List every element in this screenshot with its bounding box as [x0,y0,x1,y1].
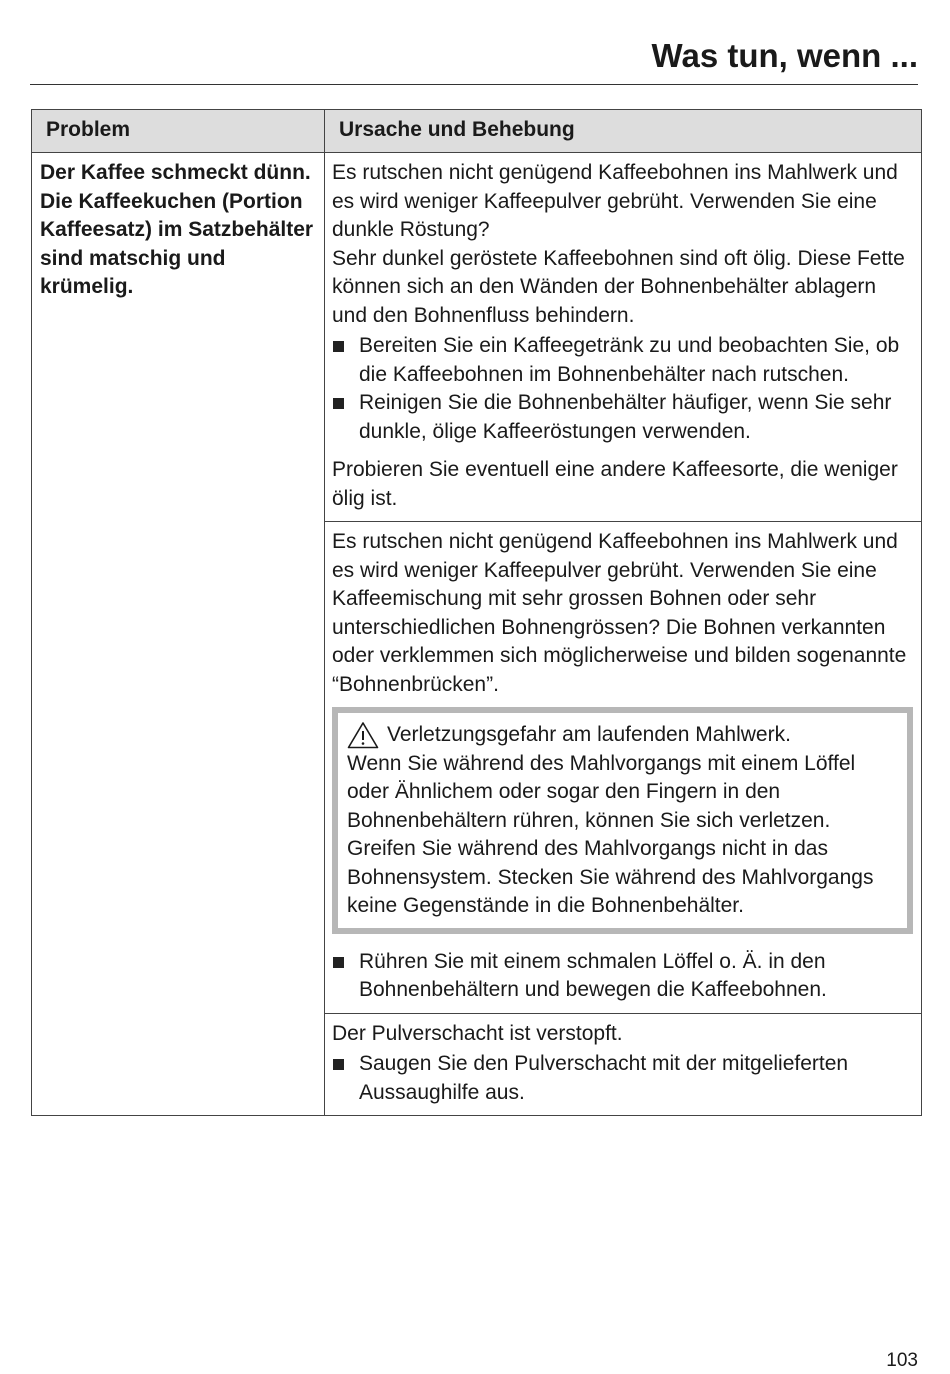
cause-paragraph: Sehr dunkel geröstete Kaffeebohnen sind oft ölig. Diese Fette können sich an den Wänden der Bohnenbehälter ablagern und den Bohnenfluss behindern. [332,246,905,327]
cause-cell-1 [325,153,922,522]
warning-text: Wenn Sie während des Mahlvorgangs mit einem Löffel oder Ähnlichem oder sogar den Fingern in den Bohnenbehältern rühren, können Sie sich verletzen. [347,751,856,832]
list-item: Saugen Sie den Pulverschacht mit der mitgelieferten Aussaughilfe aus. [332,1050,911,1107]
page-number: 103 [886,1350,918,1371]
cause-note: Probieren Sie eventuell eine andere Kaffeesorte, die weniger ölig ist. [332,458,898,510]
square-bullet-icon [333,398,344,409]
list-item: Bereiten Sie ein Kaffeegetränk zu und beobachten Sie, ob die Kaffeebohnen im Bohnenbehälter nach rutschen. [332,332,911,389]
square-bullet-icon [333,341,344,352]
column-header-problem: Problem [32,110,325,153]
table-header-row [32,110,922,153]
problem-text: Der Kaffee schmeckt dünn. Die Kaffeekuchen (Portion Kaffeesatz) im Satzbehälter sind matschig und krümelig. [40,161,314,298]
cause-paragraph: Es rutschen nicht genügend Kaffeebohnen ins Mahlwerk und es wird weniger Kaffeepulver gebrüht. Verwenden Sie eine dunkle Röstung? [332,161,898,241]
square-bullet-icon [333,957,344,968]
warning-triangle-icon [347,721,379,749]
cause-cell-3 [325,1013,922,1116]
action-list [332,948,911,1005]
warning-text: Greifen Sie während des Mahlvorgangs nicht in das Bohnensystem. Stecken Sie während des Mahlvorgangs keine Gegenstände in die Bohnenbehälter. [347,837,874,917]
problem-cell [32,153,325,1116]
list-item: Rühren Sie mit einem schmalen Löffel o. Ä. in den Bohnenbehältern und bewegen die Kaffeebohnen. [332,948,911,1005]
cause-paragraph: Es rutschen nicht genügend Kaffeebohnen ins Mahlwerk und es wird weniger Kaffeepulver gebrüht. Verwenden Sie eine Kaffeemischung mit sehr grossen Bohnen oder sehr unterschiedlichen Bohnengrössen? Die Bohnen verkannten oder verklemmen sich möglicherweise und bilden sogenannte “Bohnenbrücken”. [332,530,907,696]
troubleshooting-table [31,109,922,1116]
action-list [332,1050,911,1107]
warning-title: Verletzungsgefahr am laufenden Mahlwerk. [347,721,897,750]
cause-cell-2 [325,522,922,1014]
cause-paragraph: Der Pulverschacht ist verstopft. [332,1021,623,1045]
list-item: Reinigen Sie die Bohnenbehälter häufiger, wenn Sie sehr dunkle, ölige Kaffeeröstungen verwenden. [332,389,911,446]
warning-box [332,707,913,934]
page-title: Was tun, wenn ... [651,37,918,74]
table-row [32,153,922,522]
square-bullet-icon [333,1059,344,1070]
column-header-cause: Ursache und Behebung [325,110,922,153]
header-divider [30,84,918,85]
action-list [332,332,911,446]
